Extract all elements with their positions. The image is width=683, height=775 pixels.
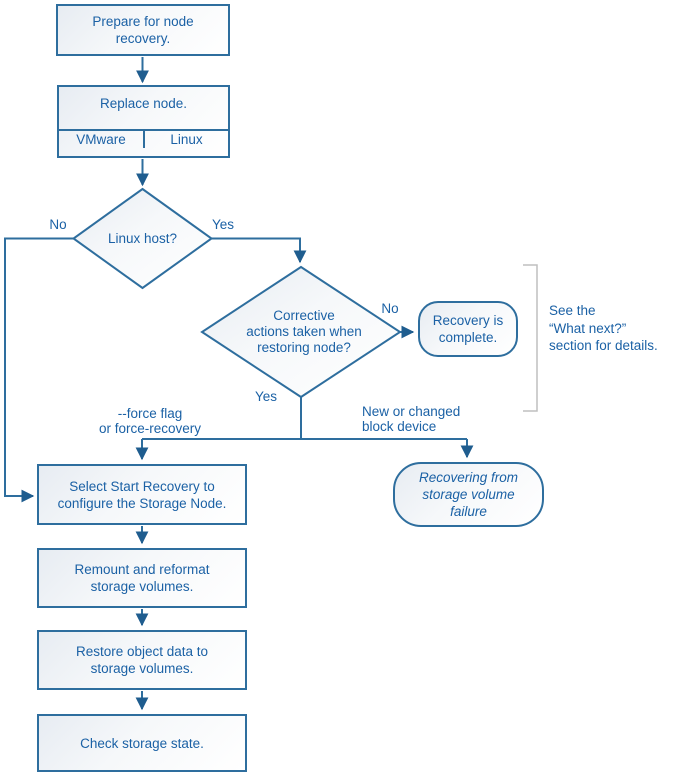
replace-node-vmware-cell: VMware <box>59 129 143 148</box>
select-start-recovery-line2: configure the Storage Node. <box>57 495 227 511</box>
block-device-line1: New or changed <box>362 404 461 419</box>
corrective-no-label: No <box>381 301 399 316</box>
edge-linux-host-yes-to-corrective <box>211 239 300 263</box>
linux-host-yes-label: Yes <box>211 217 235 232</box>
remount-reformat-line2: storage volumes. <box>90 579 194 594</box>
restore-object-data-box <box>37 630 247 690</box>
restore-object-data-line2: storage volumes. <box>90 661 194 676</box>
recovering-volume-line2: storage volume <box>422 487 515 502</box>
recovering-volume-line1: Recovering from <box>418 470 519 485</box>
recovering-volume-line3: failure <box>450 504 487 519</box>
remount-reformat-line1: Remount and reformat <box>74 562 210 577</box>
check-storage-state-label: Check storage state. <box>80 735 204 751</box>
corrective-actions-question <box>246 308 362 356</box>
annotation-bracket <box>523 265 537 411</box>
recovering-volume-terminator <box>393 462 544 527</box>
select-start-recovery-line1: Select Start Recovery to <box>69 478 215 494</box>
remount-reformat-box <box>37 548 247 608</box>
prepare-node-label-line1: Prepare for node <box>92 14 194 29</box>
see-what-next-line1: See the <box>549 303 596 318</box>
edge-linux-host-no-to-select-start <box>5 239 73 497</box>
linux-host-no-label: No <box>49 217 67 232</box>
corrective-actions-line1: Corrective <box>273 308 335 323</box>
replace-node-linux-cell: Linux <box>143 129 228 148</box>
check-storage-state-box <box>37 714 247 772</box>
recovery-complete-line2: complete. <box>438 330 498 345</box>
recovery-complete-line1: Recovery is <box>432 313 504 328</box>
force-flag-line1: --force flag <box>117 406 183 421</box>
replace-node-label: Replace node. <box>99 96 188 111</box>
restore-object-data-line1: Restore object data to <box>75 644 209 659</box>
force-flag-line2: or force-recovery <box>98 421 202 436</box>
replace-node-box <box>57 85 230 158</box>
corrective-actions-line2: actions taken when <box>246 324 362 339</box>
linux-host-question: Linux host? <box>107 231 178 246</box>
see-what-next-note <box>549 302 658 355</box>
corrective-yes-label: Yes <box>254 389 278 404</box>
see-what-next-line2: “What next?” <box>549 320 627 336</box>
force-flag-label <box>99 406 201 436</box>
corrective-actions-line3: restoring node? <box>257 340 351 355</box>
prepare-node-box <box>56 4 230 56</box>
see-what-next-line3: section for details. <box>549 338 658 353</box>
recovery-complete-terminator <box>418 301 518 357</box>
prepare-node-label-line2: recovery. <box>115 31 171 46</box>
block-device-line2: block device <box>362 419 437 434</box>
select-start-recovery-box <box>37 464 247 525</box>
block-device-label <box>362 404 460 434</box>
